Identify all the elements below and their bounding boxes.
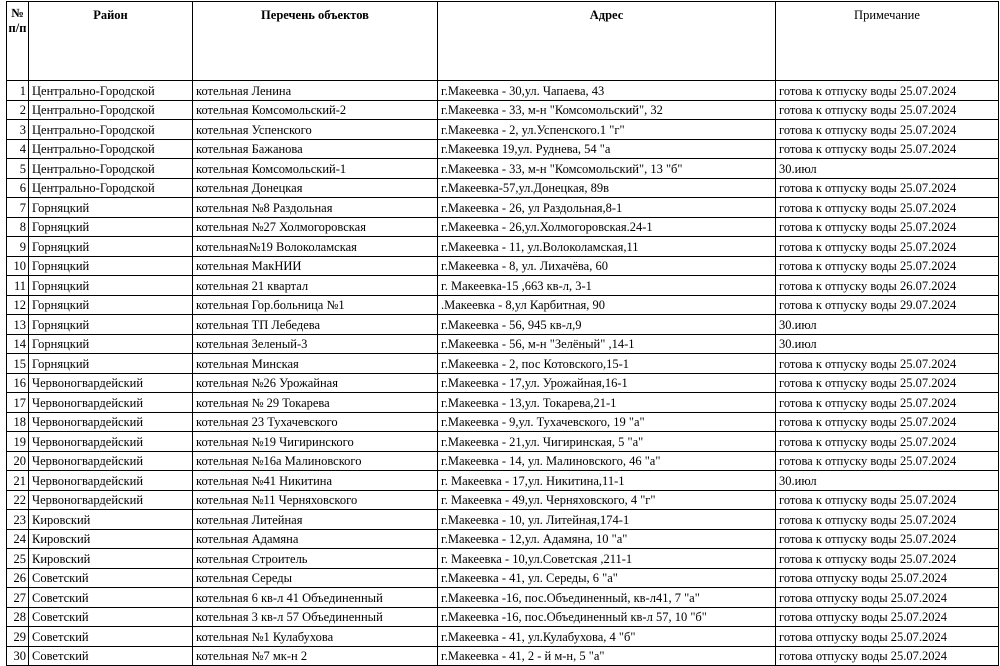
- cell-address: г.Макеевка -16, пос.Объединенный кв-л 57, 10 "б": [438, 607, 776, 627]
- table-row: [7, 471, 999, 491]
- cell-address: г.Макеевка - 17,ул. Урожайная,16-1: [438, 373, 776, 393]
- table-row: [7, 393, 999, 413]
- cell-object: котельная Комсомольский-1: [193, 159, 438, 179]
- cell-address: г. Макеевка - 49,ул. Черняховского, 4 "г": [438, 490, 776, 510]
- table-row: [7, 178, 999, 198]
- cell-number: 15: [7, 354, 29, 374]
- cell-district: Советский: [29, 646, 193, 666]
- cell-note: готова к отпуску воды 25.07.2024: [776, 198, 999, 218]
- cell-district: Центрально-Городской: [29, 139, 193, 159]
- cell-number: 7: [7, 198, 29, 218]
- cell-address: г.Макеевка - 2, ул.Успенского.1 "г": [438, 120, 776, 140]
- table-row: [7, 451, 999, 471]
- cell-address: г.Макеевка-57,ул.Донецкая, 89в: [438, 178, 776, 198]
- table-row: [7, 159, 999, 179]
- cell-object: котельная 6 кв-л 41 Объединенный: [193, 588, 438, 608]
- table-row: [7, 256, 999, 276]
- cell-number: 12: [7, 295, 29, 315]
- cell-address: г.Макеевка - 30,ул. Чапаева, 43: [438, 81, 776, 101]
- cell-note: готова к отпуску воды 25.07.2024: [776, 256, 999, 276]
- cell-object: котельная Адамяна: [193, 529, 438, 549]
- cell-district: Червоногвардейский: [29, 393, 193, 413]
- cell-object: котельная Гор.больница №1: [193, 295, 438, 315]
- cell-note: готова к отпуску воды 25.07.2024: [776, 393, 999, 413]
- cell-note: готова к отпуску воды 25.07.2024: [776, 354, 999, 374]
- cell-note: готова к отпуску воды 26.07.2024: [776, 276, 999, 296]
- col-header-number: № п/п: [7, 2, 29, 81]
- cell-number: 9: [7, 237, 29, 257]
- cell-object: котельная Минская: [193, 354, 438, 374]
- table-row: [7, 334, 999, 354]
- cell-district: Червоногвардейский: [29, 432, 193, 452]
- cell-note: готова к отпуску воды 25.07.2024: [776, 510, 999, 530]
- cell-number: 21: [7, 471, 29, 491]
- cell-note: готова к отпуску воды 25.07.2024: [776, 412, 999, 432]
- cell-note: 30.июл: [776, 315, 999, 335]
- cell-note: готова к отпуску воды 25.07.2024: [776, 529, 999, 549]
- cell-note: готова к отпуску воды 25.07.2024: [776, 237, 999, 257]
- table-row: [7, 276, 999, 296]
- cell-object: котельная 21 квартал: [193, 276, 438, 296]
- cell-district: Червоногвардейский: [29, 412, 193, 432]
- cell-district: Советский: [29, 627, 193, 647]
- table-row: [7, 607, 999, 627]
- table-row: [7, 432, 999, 452]
- cell-district: Горняцкий: [29, 198, 193, 218]
- cell-number: 29: [7, 627, 29, 647]
- cell-note: готова к отпуску воды 25.07.2024: [776, 432, 999, 452]
- cell-address: г.Макеевка - 2, пос Котовского,15-1: [438, 354, 776, 374]
- cell-district: Горняцкий: [29, 237, 193, 257]
- cell-district: Горняцкий: [29, 295, 193, 315]
- cell-district: Центрально-Городской: [29, 159, 193, 179]
- cell-address: г.Макеевка - 10, ул. Литейная,174-1: [438, 510, 776, 530]
- cell-note: готова отпуску воды 25.07.2024: [776, 646, 999, 666]
- cell-district: Горняцкий: [29, 334, 193, 354]
- cell-district: Центрально-Городской: [29, 178, 193, 198]
- col-header-address: Адрес: [438, 2, 776, 81]
- cell-number: 11: [7, 276, 29, 296]
- cell-district: Центрально-Городской: [29, 120, 193, 140]
- cell-object: котельная 3 кв-л 57 Объединенный: [193, 607, 438, 627]
- cell-note: готова к отпуску воды 25.07.2024: [776, 81, 999, 101]
- table-body: [7, 81, 999, 666]
- cell-note: готова к отпуску воды 25.07.2024: [776, 178, 999, 198]
- cell-object: котельная №7 мк-н 2: [193, 646, 438, 666]
- cell-address: г.Макеевка 19,ул. Руднева, 54 "а: [438, 139, 776, 159]
- cell-address: г.Макеевка - 26, ул Раздольная,8-1: [438, 198, 776, 218]
- cell-object: котельная Строитель: [193, 549, 438, 569]
- cell-object: котельная ТП Лебедева: [193, 315, 438, 335]
- cell-address: г.Макеевка - 12,ул. Адамяна, 10 "а": [438, 529, 776, 549]
- cell-object: котельная МакНИИ: [193, 256, 438, 276]
- cell-number: 23: [7, 510, 29, 530]
- cell-number: 6: [7, 178, 29, 198]
- cell-object: котельная 23 Тухачевского: [193, 412, 438, 432]
- cell-address: г.Макеевка - 9,ул. Тухачевского, 19 "а": [438, 412, 776, 432]
- cell-note: готова отпуску воды 25.07.2024: [776, 627, 999, 647]
- cell-note: готова к отпуску воды 25.07.2024: [776, 490, 999, 510]
- col-header-note: Примечание: [776, 2, 999, 81]
- table-row: [7, 120, 999, 140]
- table-row: [7, 198, 999, 218]
- table-row: [7, 295, 999, 315]
- cell-address: г. Макеевка - 10,ул.Советская ,211-1: [438, 549, 776, 569]
- cell-address: г.Макеевка - 26,ул.Холмогоровская.24-1: [438, 217, 776, 237]
- cell-note: готова к отпуску воды 25.07.2024: [776, 120, 999, 140]
- col-header-district: Район: [29, 2, 193, 81]
- table-row: [7, 529, 999, 549]
- table-row: [7, 627, 999, 647]
- table-row: [7, 549, 999, 569]
- cell-note: готова к отпуску воды 25.07.2024: [776, 139, 999, 159]
- cell-note: готова к отпуску воды 25.07.2024: [776, 549, 999, 569]
- cell-district: Кировский: [29, 510, 193, 530]
- cell-number: 17: [7, 393, 29, 413]
- cell-number: 4: [7, 139, 29, 159]
- cell-district: Горняцкий: [29, 354, 193, 374]
- cell-number: 14: [7, 334, 29, 354]
- table-row: [7, 490, 999, 510]
- cell-address: г. Макеевка-15 ,663 кв-л, 3-1: [438, 276, 776, 296]
- cell-object: котельная №27 Холмогоровская: [193, 217, 438, 237]
- cell-number: 19: [7, 432, 29, 452]
- cell-object: котельная №8 Раздольная: [193, 198, 438, 218]
- cell-note: готова отпуску воды 25.07.2024: [776, 607, 999, 627]
- cell-address: .Макеевка - 8,ул Карбитная, 90: [438, 295, 776, 315]
- cell-address: г.Макеевка - 13,ул. Токарева,21-1: [438, 393, 776, 413]
- cell-address: г.Макеевка - 56, м-н "Зелёный" ,14-1: [438, 334, 776, 354]
- cell-note: готова к отпуску воды 25.07.2024: [776, 217, 999, 237]
- cell-number: 3: [7, 120, 29, 140]
- cell-object: котельная № 29 Токарева: [193, 393, 438, 413]
- cell-note: готова к отпуску воды 29.07.2024: [776, 295, 999, 315]
- cell-district: Горняцкий: [29, 276, 193, 296]
- cell-object: котельная Донецкая: [193, 178, 438, 198]
- cell-district: Червоногвардейский: [29, 373, 193, 393]
- cell-object: котельная Литейная: [193, 510, 438, 530]
- boiler-list-table: [6, 1, 999, 666]
- cell-number: 2: [7, 100, 29, 120]
- table-row: [7, 646, 999, 666]
- cell-note: готова к отпуску воды 25.07.2024: [776, 373, 999, 393]
- cell-number: 27: [7, 588, 29, 608]
- cell-object: котельная Ленина: [193, 81, 438, 101]
- cell-number: 24: [7, 529, 29, 549]
- cell-address: г.Макеевка - 11, ул.Волоколамская,11: [438, 237, 776, 257]
- cell-number: 26: [7, 568, 29, 588]
- cell-district: Советский: [29, 607, 193, 627]
- table-row: [7, 139, 999, 159]
- cell-object: котельная Комсомольский-2: [193, 100, 438, 120]
- cell-district: Червоногвардейский: [29, 490, 193, 510]
- cell-number: 10: [7, 256, 29, 276]
- cell-number: 28: [7, 607, 29, 627]
- cell-note: готова отпуску воды 25.07.2024: [776, 588, 999, 608]
- cell-district: Червоногвардейский: [29, 471, 193, 491]
- cell-district: Кировский: [29, 549, 193, 569]
- table-row: [7, 315, 999, 335]
- cell-object: котельная №19 Чигиринского: [193, 432, 438, 452]
- cell-address: г.Макеевка -16, пос.Объединенный, кв-л41, 7 "а": [438, 588, 776, 608]
- cell-address: г.Макеевка - 33, м-н "Комсомольский", 32: [438, 100, 776, 120]
- col-header-objects: Перечень объектов: [193, 2, 438, 81]
- cell-number: 30: [7, 646, 29, 666]
- cell-district: Горняцкий: [29, 217, 193, 237]
- cell-note: 30.июл: [776, 159, 999, 179]
- cell-district: Горняцкий: [29, 315, 193, 335]
- cell-district: Кировский: [29, 529, 193, 549]
- cell-object: котельная Середы: [193, 568, 438, 588]
- cell-address: г.Макеевка - 21,ул. Чигиринская, 5 "а": [438, 432, 776, 452]
- table-row: [7, 510, 999, 530]
- table-row: [7, 217, 999, 237]
- cell-address: г.Макеевка - 56, 945 кв-л,9: [438, 315, 776, 335]
- cell-note: 30.июл: [776, 471, 999, 491]
- cell-note: готова к отпуску воды 25.07.2024: [776, 451, 999, 471]
- table-row: [7, 588, 999, 608]
- cell-number: 16: [7, 373, 29, 393]
- cell-address: г.Макеевка - 41, ул. Середы, 6 "а": [438, 568, 776, 588]
- cell-object: котельная Успенского: [193, 120, 438, 140]
- cell-address: г. Макеевка - 17,ул. Никитина,11-1: [438, 471, 776, 491]
- table-row: [7, 237, 999, 257]
- cell-object: котельная №16а Малиновского: [193, 451, 438, 471]
- cell-object: котельная Бажанова: [193, 139, 438, 159]
- cell-object: котельная№19 Волоколамская: [193, 237, 438, 257]
- header-row: [7, 2, 999, 81]
- table-row: [7, 81, 999, 101]
- table-row: [7, 412, 999, 432]
- cell-district: Горняцкий: [29, 256, 193, 276]
- cell-object: котельная №1 Кулабухова: [193, 627, 438, 647]
- cell-number: 1: [7, 81, 29, 101]
- cell-note: 30.июл: [776, 334, 999, 354]
- cell-district: Советский: [29, 588, 193, 608]
- cell-address: г.Макеевка - 41, 2 - й м-н, 5 "а": [438, 646, 776, 666]
- cell-object: котельная №11 Черняховского: [193, 490, 438, 510]
- cell-note: готова отпуску воды 25.07.2024: [776, 568, 999, 588]
- cell-address: г.Макеевка - 14, ул. Малиновского, 46 "а": [438, 451, 776, 471]
- cell-district: Советский: [29, 568, 193, 588]
- cell-object: котельная Зеленый-3: [193, 334, 438, 354]
- cell-address: г.Макеевка - 41, ул.Кулабухова, 4 "б": [438, 627, 776, 647]
- cell-number: 22: [7, 490, 29, 510]
- cell-number: 20: [7, 451, 29, 471]
- cell-number: 13: [7, 315, 29, 335]
- cell-number: 25: [7, 549, 29, 569]
- cell-number: 5: [7, 159, 29, 179]
- cell-object: котельная №26 Урожайная: [193, 373, 438, 393]
- cell-number: 18: [7, 412, 29, 432]
- cell-district: Центрально-Городской: [29, 81, 193, 101]
- table-row: [7, 354, 999, 374]
- table-header: [7, 2, 999, 81]
- cell-object: котельная №41 Никитина: [193, 471, 438, 491]
- cell-address: г.Макеевка - 33, м-н "Комсомольский", 13 "б": [438, 159, 776, 179]
- table-row: [7, 568, 999, 588]
- table-row: [7, 373, 999, 393]
- table-row: [7, 100, 999, 120]
- cell-note: готова к отпуску воды 25.07.2024: [776, 100, 999, 120]
- cell-number: 8: [7, 217, 29, 237]
- cell-district: Червоногвардейский: [29, 451, 193, 471]
- cell-address: г.Макеевка - 8, ул. Лихачёва, 60: [438, 256, 776, 276]
- cell-district: Центрально-Городской: [29, 100, 193, 120]
